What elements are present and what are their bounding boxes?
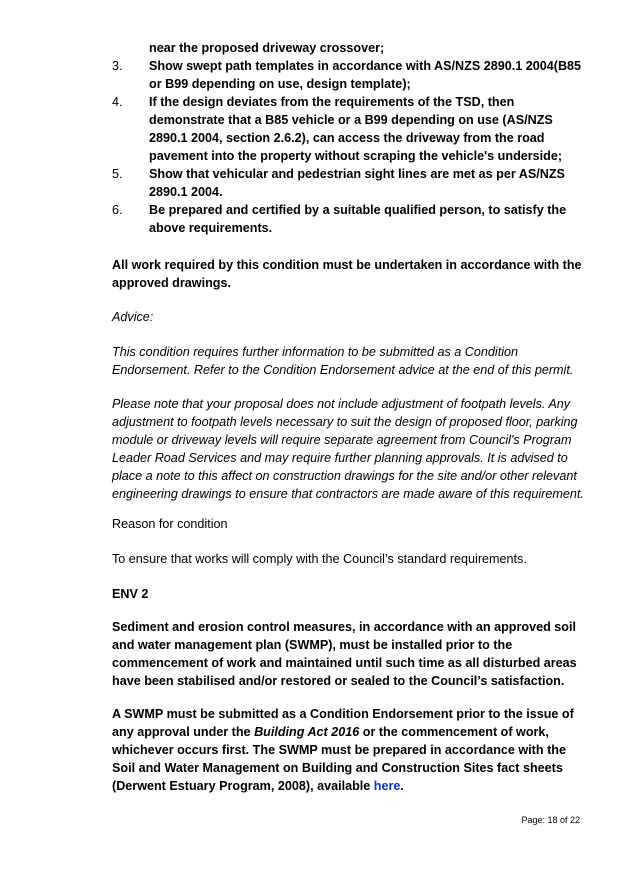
building-act-reference: Building Act 2016: [254, 725, 360, 739]
env2-paragraph-2-text-cont: or the commencement of work, whichever occurs first. The SWMP must be prepared in accordance with the Soil and Water Management on Building and Construction Sites fact sheets (Derwent Estuary Program, 2008), available: [112, 725, 566, 793]
env2-paragraph-1: Sediment and erosion control measures, in accordance with an approved soil and water management plan (SWMP), must be installed prior to the commencement of work and maintained until such time as all disturbed areas have been stabilised and/or restored or sealed to the Council’s satisfaction.: [112, 620, 577, 688]
list-item-number: 6.: [112, 203, 123, 217]
list-item-number: 4.: [112, 95, 123, 109]
list-item: [112, 93, 592, 165]
list-item: [112, 57, 592, 93]
list-item-text: Show that vehicular and pedestrian sight lines are met as per AS/NZS 2890.1 2004.: [149, 167, 565, 199]
here-link[interactable]: here: [373, 779, 401, 793]
list-continuation: near the proposed driveway crossover;: [149, 41, 385, 55]
requirements-list: [112, 39, 592, 237]
list-item-text: Be prepared and certified by a suitable qualified person, to satisfy the above requirements.: [149, 203, 567, 235]
advice-paragraph-1: This condition requires further information to be submitted as a Condition Endorsement. Refer to the Condition Endorsement advice at the end of this permit.: [112, 345, 574, 377]
list-item-number: 3.: [112, 59, 123, 73]
env2-heading: ENV 2: [112, 587, 149, 601]
list-item-number: 5.: [112, 167, 123, 181]
env2-paragraph-2-end: .: [400, 779, 404, 793]
reason-text: To ensure that works will comply with the Council’s standard requirements.: [112, 552, 527, 566]
list-item-text: Show swept path templates in accordance with AS/NZS 2890.1 2004(B85 or B99 depending on use, design template);: [149, 59, 582, 91]
list-item: [112, 165, 592, 201]
list-item: [112, 201, 592, 237]
list-item-text: If the design deviates from the requirements of the TSD, then demonstrate that a B85 vehicle or a B99 depending on use (AS/NZS 2890.1 2004, section 2.6.2), can access the driveway from the road pavement into the property without scraping the vehicle's underside;: [149, 95, 563, 163]
env2-paragraph-2: [112, 705, 590, 795]
advice-label: Advice:: [112, 310, 154, 324]
reason-label: Reason for condition: [112, 517, 228, 531]
condition-statement: All work required by this condition must be undertaken in accordance with the approved drawings.: [112, 258, 582, 290]
advice-paragraph-2: Please note that your proposal does not include adjustment of footpath levels. Any adjustment to footpath levels necessary to suit the design of proposed floor, parking module or driveway levels will require separate agreement from Council's Program Leader Road Services and may require further planning approvals. It is advised to place a note to this affect on construction drawings for the site and/or other relevant engineering drawings to ensure that contractors are made aware of this requirement.: [112, 397, 584, 501]
page-number: Page: 18 of 22: [521, 815, 580, 825]
env2-paragraph-2-text: A SWMP must be submitted as a Condition Endorsement prior to the issue of any approval under the: [112, 707, 574, 739]
